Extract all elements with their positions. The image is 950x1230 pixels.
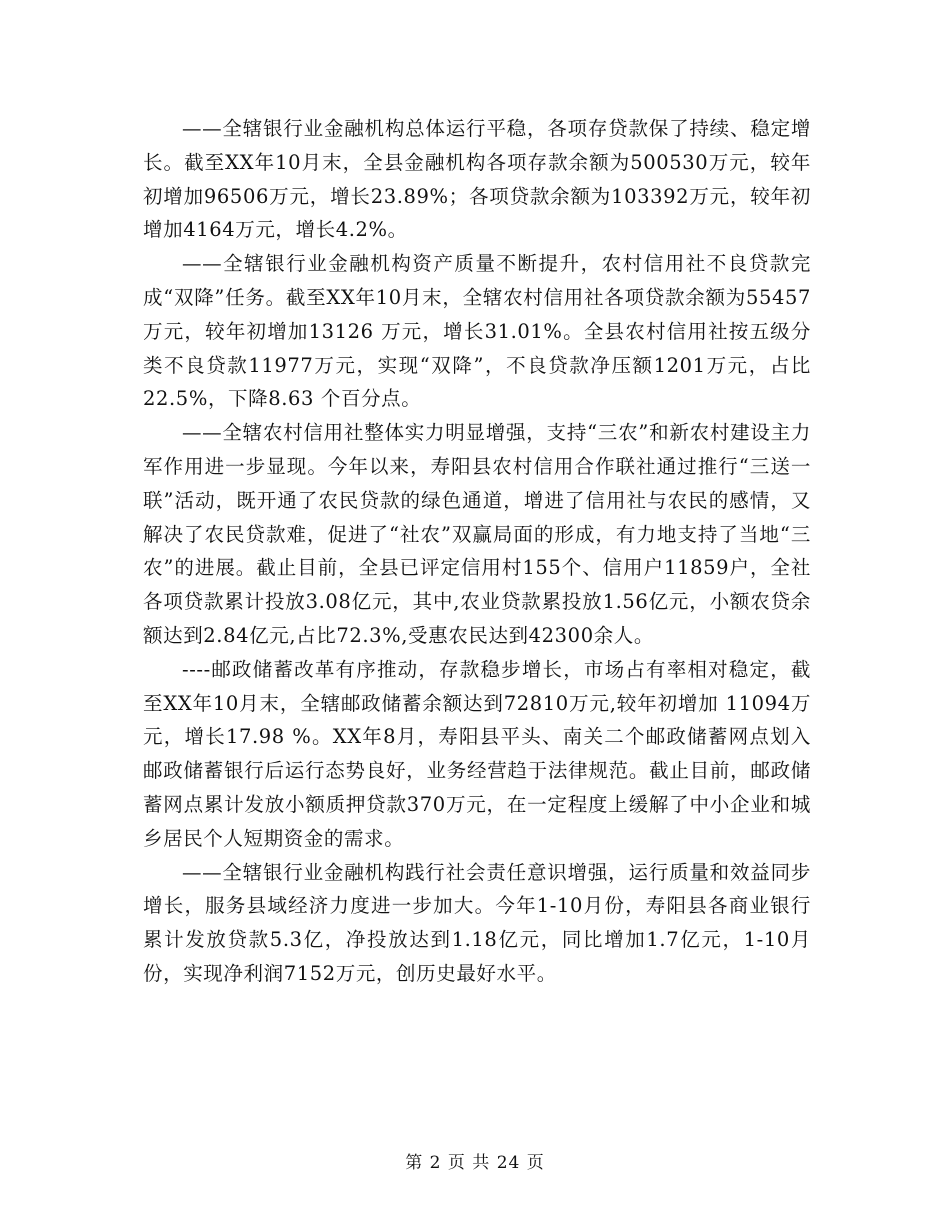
page-number-footer — [0, 1148, 950, 1173]
paragraph-social-responsibility: ——全辖银行业金融机构践行社会责任意识增强，运行质量和效益同步增长，服务县域经济力度进一步加大。今年1-10月份，寿阳县各商业银行累计发放贷款5.3亿，净投放达到1.18亿元，同比增加1.7亿元，1-10月份，实现净利润7152万元，创历史最好水平。 — [143, 860, 811, 985]
paragraph-deposits-loans: ——全辖银行业金融机构总体运行平稳，各项存贷款保了持续、稳定增长。截至XX年10月末，全县金融机构各项存款余额为500530万元，较年初增加96506万元，增长23.89%；各项贷款余额为103392万元，较年初增加4164万元，增长4.2%。 — [143, 117, 811, 242]
paragraph-asset-quality: ——全辖银行业金融机构资产质量不断提升，农村信用社不良贷款完成“双降”任务。截至XX年10月末，全辖农村信用社各项贷款余额为55457万元，较年初增加13126 万元，增长31.01%。全县农村信用社按五级分类不良贷款11977万元，实现“双降”，不良贷款净压额1201万元，占比22.5%，下降8.63 个百分点。 — [143, 252, 811, 411]
paragraph-rural-credit: ——全辖农村信用社整体实力明显增强，支持“三农”和新农村建设主力军作用进一步显现。今年以来，寿阳县农村信用合作联社通过推行“三送一联”活动，既开通了农民贷款的绿色通道，增进了信用社与农民的感情，又解决了农民贷款难，促进了“社农”双赢局面的形成，有力地支持了当地“三农”的进展。截止目前，全县已评定信用村155个、信用户11859户，全社各项贷款累计投放3.08亿元，其中,农业贷款累投放1.56亿元，小额农贷余额达到2.84亿元,占比72.3%,受惠农民达到42300余人。 — [143, 421, 811, 647]
paragraph-postal-savings: ----邮政储蓄改革有序推动，存款稳步增长，市场占有率相对稳定，截至XX年10月末，全辖邮政储蓄余额达到72810万元,较年初增加 11094万元，增长17.98 %。XX年8月，寿阳县平头、南关二个邮政储蓄网点划入邮政储蓄银行后运行态势良好，业务经营趋于法律规范。截止目前，邮政储蓄网点累计发放小额质押贷款370万元，在一定程度上缓解了中小企业和城乡居民个人短期资金的需求。 — [143, 657, 811, 850]
page-number-label: 第 2 页 共 24 页 — [405, 1153, 545, 1173]
document-body — [143, 112, 811, 991]
